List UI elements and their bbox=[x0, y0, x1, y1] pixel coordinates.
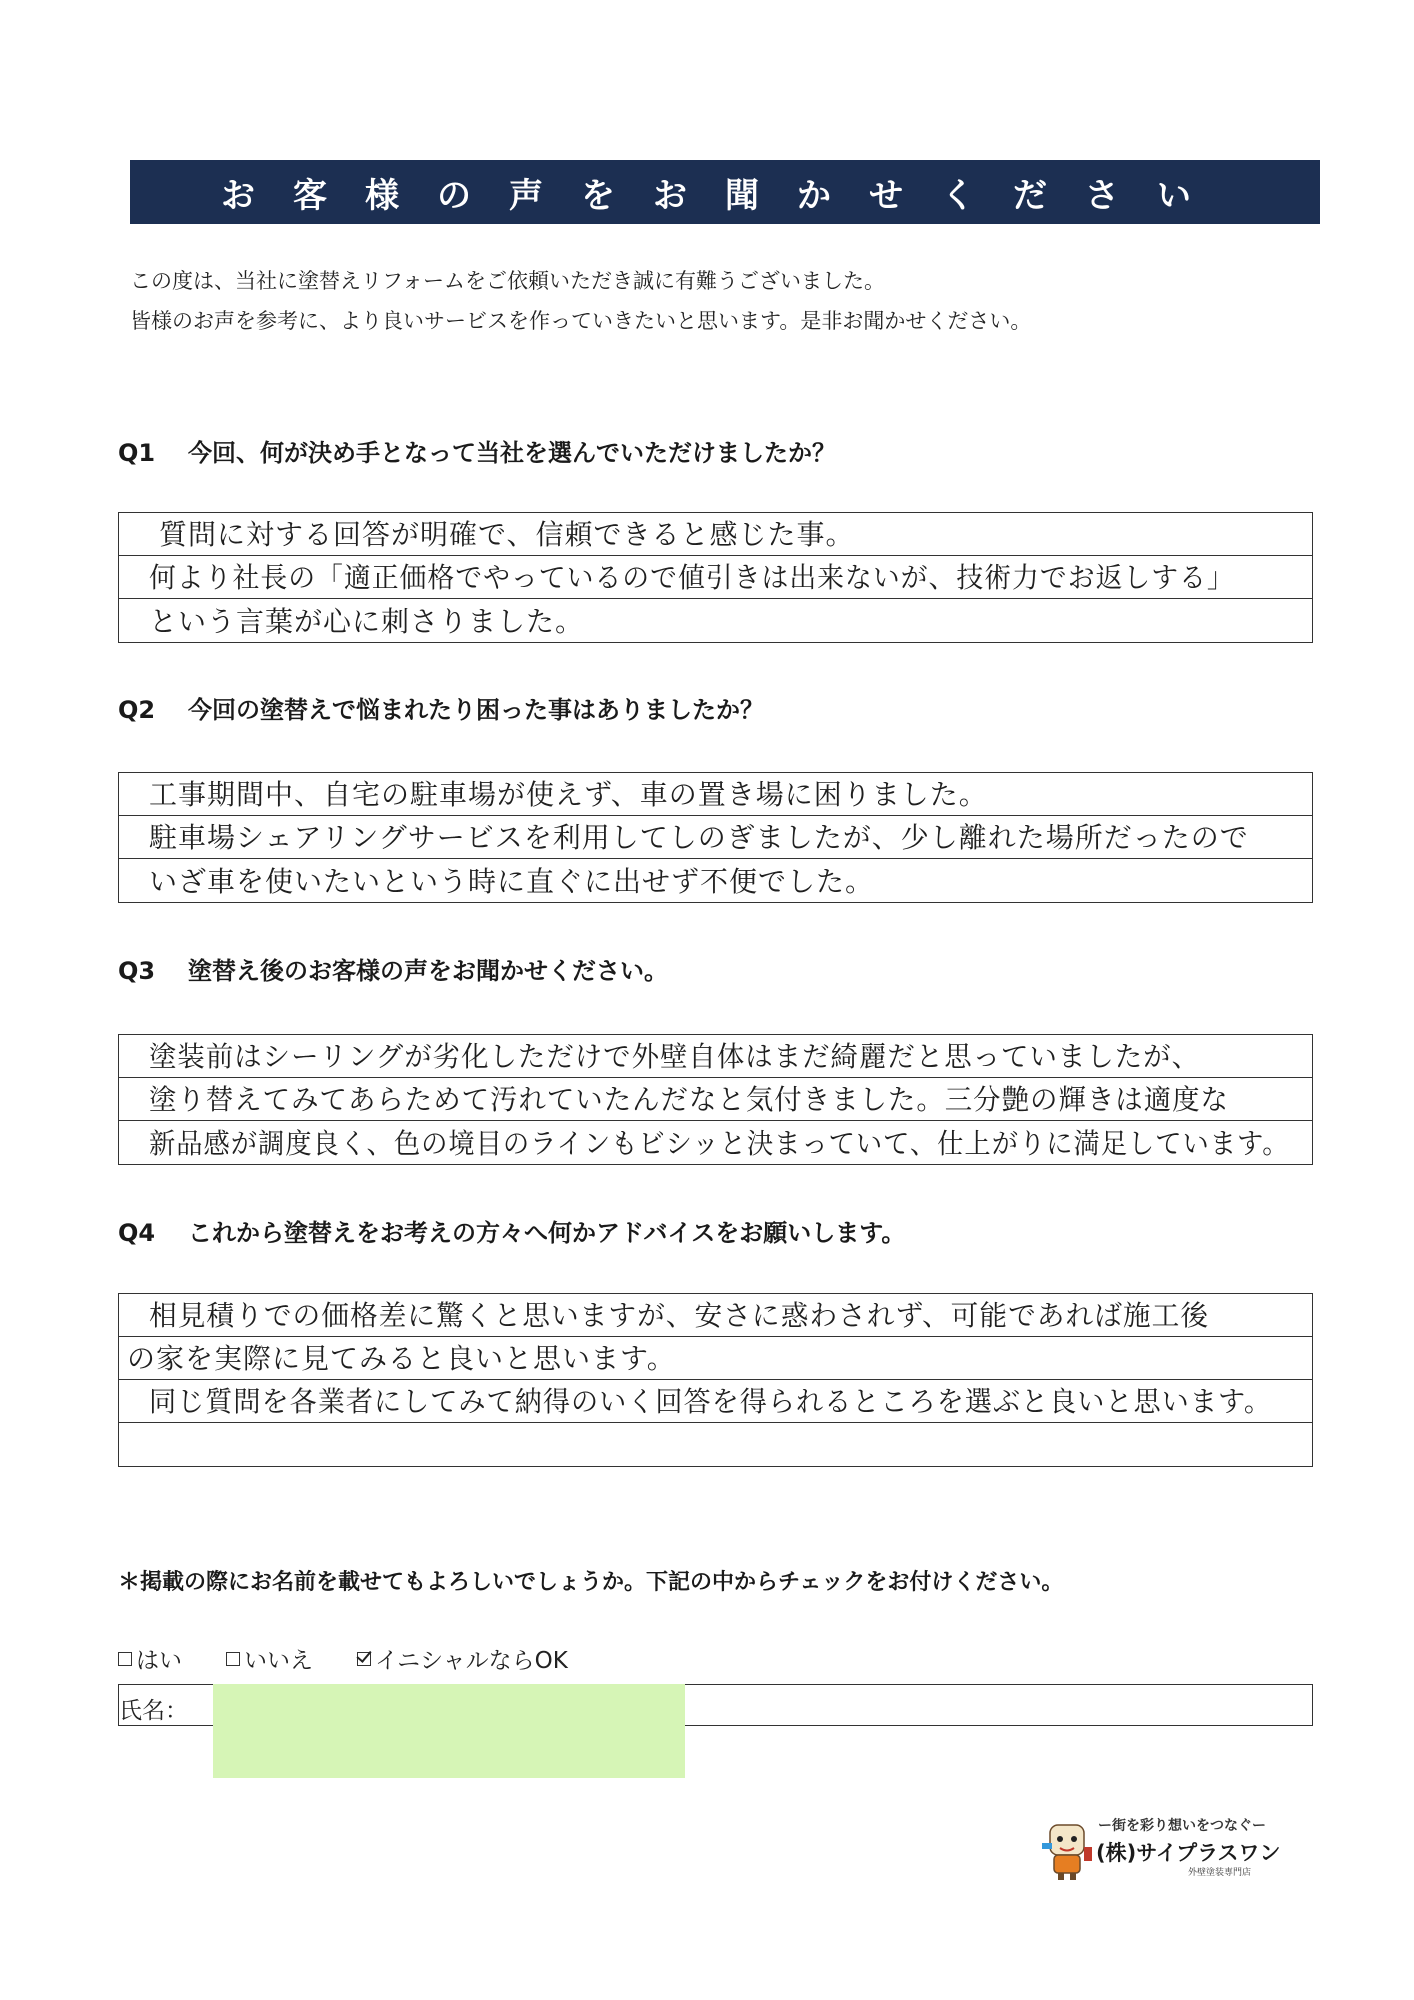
handwritten-text: という言葉が心に刺さりました。 bbox=[149, 605, 585, 638]
handwritten-text: いざ車を使いたいという時に直ぐに出せず不便でした。 bbox=[149, 865, 875, 898]
answer-line bbox=[119, 1380, 1312, 1423]
name-publication-options bbox=[118, 1642, 568, 1675]
answer-line bbox=[119, 1078, 1312, 1121]
mascot-icon bbox=[1040, 1817, 1094, 1881]
intro-line-2: 皆様のお声を参考に、より良いサービスを作っていきたいと思います。是非お聞かせください。 bbox=[130, 309, 1032, 333]
answer-line bbox=[119, 513, 1312, 556]
page-title: お客様の声をお聞かせください bbox=[130, 160, 1320, 224]
logo-tagline: ー街を彩り想いをつなぐー bbox=[1098, 1818, 1266, 1834]
option-no[interactable] bbox=[226, 1642, 313, 1675]
option-initials-ok[interactable] bbox=[357, 1642, 568, 1675]
redaction-block bbox=[213, 1684, 685, 1778]
name-label: 氏名： bbox=[119, 1698, 188, 1724]
answer-box-4 bbox=[118, 1293, 1313, 1467]
question-4 bbox=[118, 1213, 905, 1248]
publication-notice: ＊掲載の際にお名前を載せてもよろしいでしょうか。下記の中からチェックをお付けください。 bbox=[118, 1570, 1064, 1595]
question-number: Q3 bbox=[118, 957, 156, 985]
answer-line bbox=[119, 1294, 1312, 1337]
answer-line bbox=[119, 1337, 1312, 1380]
answer-line bbox=[119, 816, 1312, 859]
answer-box-1 bbox=[118, 512, 1313, 643]
handwritten-text: 同じ質問を各業者にしてみて納得のいく回答を得られるところを選ぶと良いと思います。 bbox=[149, 1385, 1273, 1418]
question-number: Q4 bbox=[118, 1219, 156, 1247]
option-yes[interactable] bbox=[118, 1642, 182, 1675]
answer-line bbox=[119, 1035, 1312, 1078]
question-text: 塗替え後のお客様の声をお聞かせください。 bbox=[188, 957, 668, 985]
checkbox-icon[interactable] bbox=[226, 1652, 240, 1666]
option-label: はい bbox=[136, 1648, 182, 1674]
question-number: Q2 bbox=[118, 696, 156, 724]
option-label: いいえ bbox=[244, 1648, 313, 1674]
handwritten-text: 塗り替えてみてあらためて汚れていたんだなと気付きました。三分艶の輝きは適度な bbox=[149, 1083, 1229, 1116]
logo-company-name: (株)サイプラスワン bbox=[1096, 1841, 1281, 1865]
question-3 bbox=[118, 951, 668, 986]
handwritten-text: 何より社長の「適正価格でやっているので値引きは出来ないが、技術力でお返しする」 bbox=[149, 561, 1235, 594]
handwritten-text: 駐車場シェアリングサービスを利用してしのぎましたが、少し離れた場所だったので bbox=[149, 821, 1249, 854]
logo-subtitle: 外壁塗装専門店 bbox=[1188, 1868, 1252, 1878]
handwritten-text: 塗装前はシーリングが劣化しただけで外壁自体はまだ綺麗だと思っていましたが、 bbox=[149, 1040, 1201, 1073]
answer-line bbox=[119, 859, 1312, 902]
company-logo bbox=[1040, 1815, 1290, 1885]
answer-line bbox=[119, 599, 1312, 642]
answer-line bbox=[119, 556, 1312, 599]
handwritten-text: 工事期間中、自宅の駐車場が使えず、車の置き場に困りました。 bbox=[149, 778, 988, 811]
answer-box-2 bbox=[118, 772, 1313, 903]
question-text: 今回、何が決め手となって当社を選んでいただけましたか？ bbox=[188, 439, 836, 467]
handwritten-text: 質問に対する回答が明確で、信頼できると感じた事。 bbox=[159, 518, 855, 551]
checked-checkbox-icon[interactable] bbox=[357, 1652, 371, 1666]
intro-line-1: この度は、当社に塗替えリフォームをご依頼いただき誠に有難うございました。 bbox=[130, 269, 885, 293]
question-1 bbox=[118, 433, 836, 468]
handwritten-text: 相見積りでの価格差に驚くと思いますが、安さに惑わされず、可能であれば施工後 bbox=[149, 1299, 1210, 1332]
answer-line bbox=[119, 1121, 1312, 1164]
question-number: Q1 bbox=[118, 439, 156, 467]
answer-line bbox=[119, 773, 1312, 816]
handwritten-text: 新品感が調度良く、色の境目のラインもビシッと決まっていて、仕上がりに満足しています。 bbox=[149, 1127, 1290, 1160]
answer-box-3 bbox=[118, 1034, 1313, 1165]
handwritten-text: の家を実際に見てみると良いと思います。 bbox=[127, 1342, 676, 1375]
question-text: これから塗替えをお考えの方々へ何かアドバイスをお願いします。 bbox=[188, 1219, 906, 1247]
option-label: イニシャルならOK bbox=[375, 1648, 568, 1674]
checkbox-icon[interactable] bbox=[118, 1652, 132, 1666]
answer-line bbox=[119, 1423, 1312, 1466]
question-text: 今回の塗替えで悩まれたり困った事はありましたか？ bbox=[188, 696, 764, 724]
question-2 bbox=[118, 690, 764, 725]
